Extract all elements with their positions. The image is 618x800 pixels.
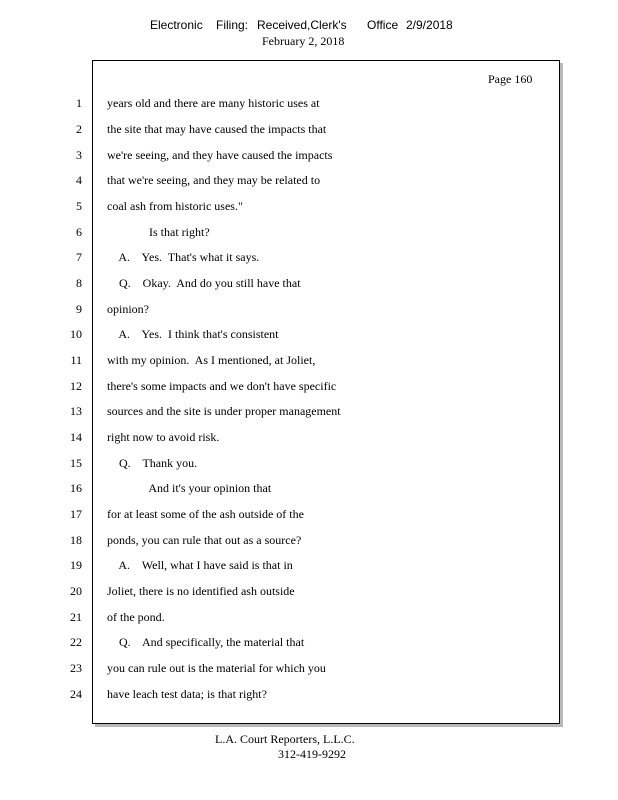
line-text: Q. And specifically, the material that xyxy=(107,635,305,649)
line-text: A. Yes. I think that's consistent xyxy=(107,327,279,341)
line-text: years old and there are many historic uses at xyxy=(107,96,320,110)
line-number: 5 xyxy=(76,199,82,213)
line-text: you can rule out is the material for which you xyxy=(107,661,326,675)
header-received-clerks: Received,Clerk's xyxy=(257,18,347,32)
line-text: of the pond. xyxy=(107,610,165,624)
line-number: 9 xyxy=(76,302,82,316)
footer-phone: 312-419-9292 xyxy=(278,747,346,761)
line-text: right now to avoid risk. xyxy=(107,430,220,444)
line-number: 14 xyxy=(70,430,82,444)
line-text: for at least some of the ash outside of the xyxy=(107,507,304,521)
line-text: the site that may have caused the impacts that xyxy=(107,122,327,136)
line-number: 1 xyxy=(76,96,82,110)
line-number: 20 xyxy=(70,584,82,598)
line-number: 12 xyxy=(70,379,82,393)
line-number: 23 xyxy=(70,661,82,675)
line-text: ponds, you can rule that out as a source? xyxy=(107,533,302,547)
line-text: sources and the site is under proper management xyxy=(107,404,341,418)
line-number: 11 xyxy=(70,353,82,367)
line-number: 19 xyxy=(70,558,82,572)
footer-company: L.A. Court Reporters, L.L.C. xyxy=(215,732,355,746)
line-number: 24 xyxy=(70,687,82,701)
line-text: And it's your opinion that xyxy=(107,481,272,495)
line-number: 21 xyxy=(70,610,82,624)
page-number: Page 160 xyxy=(488,72,533,86)
line-number: 6 xyxy=(76,225,82,239)
line-number: 18 xyxy=(70,533,82,547)
line-number: 15 xyxy=(70,456,82,470)
header-filing: Filing: xyxy=(216,18,249,32)
transcript-date: February 2, 2018 xyxy=(262,34,345,48)
line-text: Joliet, there is no identified ash outside xyxy=(107,584,295,598)
line-number: 16 xyxy=(70,481,82,495)
filing-header xyxy=(0,18,618,58)
line-number: 10 xyxy=(70,327,82,341)
line-text: with my opinion. As I mentioned, at Joliet, xyxy=(107,353,316,367)
line-number: 8 xyxy=(76,276,82,290)
line-number: 3 xyxy=(76,148,82,162)
line-text: Q. Okay. And do you still have that xyxy=(107,276,301,290)
header-date-filed: 2/9/2018 xyxy=(406,18,453,32)
line-text: we're seeing, and they have caused the impacts xyxy=(107,148,333,162)
line-text: opinion? xyxy=(107,302,149,316)
line-text: coal ash from historic uses." xyxy=(107,199,243,213)
line-number: 17 xyxy=(70,507,82,521)
line-number: 7 xyxy=(76,250,82,264)
header-electronic: Electronic xyxy=(150,18,203,32)
line-text: Is that right? xyxy=(107,225,210,239)
line-text: that we're seeing, and they may be related to xyxy=(107,173,321,187)
line-text: A. Well, what I have said is that in xyxy=(107,558,293,572)
line-text: have leach test data; is that right? xyxy=(107,687,267,701)
line-text: Q. Thank you. xyxy=(107,456,198,470)
line-text: there's some impacts and we don't have specific xyxy=(107,379,337,393)
line-number: 2 xyxy=(76,122,82,136)
line-number: 13 xyxy=(70,404,82,418)
header-office: Office xyxy=(367,18,399,32)
line-number: 22 xyxy=(70,635,82,649)
line-text: A. Yes. That's what it says. xyxy=(107,250,260,264)
line-number: 4 xyxy=(76,173,82,187)
